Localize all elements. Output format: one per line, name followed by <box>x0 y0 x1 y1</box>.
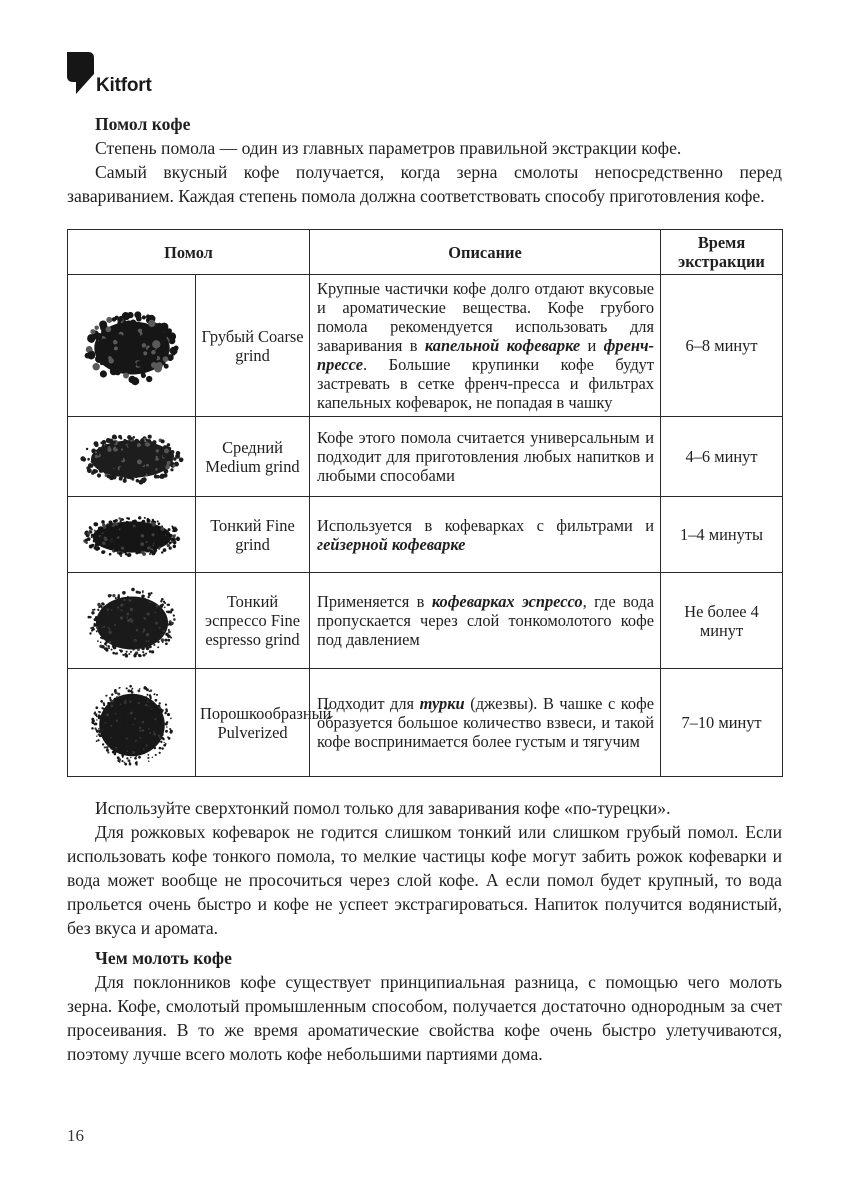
grind-image-cell <box>68 275 196 417</box>
extraction-time: 1–4 минуты <box>661 497 783 573</box>
grind-name: Средний Medium grind <box>196 417 310 497</box>
intro-paragraph-1: Степень помола — один из главных параметров правильной экстракции кофе. <box>95 138 682 158</box>
kitfort-logo <box>66 50 166 96</box>
highlighted-term: кофеварках эспрессо <box>431 592 583 611</box>
grind-description: Применяется в кофеварках эспрессо, где вода пропускается через слой тонкомолотого кофе под давлением <box>310 573 661 669</box>
notes-paragraph-2: Для рожковых кофеварок не годится слишком тонкий или слишком грубый помол. Если использовать кофе тонкого помола, то мелкие частицы кофе могут забить рожок кофеварки и вода может вообще не просочиться через слой кофе. А если помол будет крупный, то вода прольется очень быстро и кофе не успеет экстрагироваться. Напиток получится водянистый, без вкуса и аромата. <box>67 822 782 938</box>
grinder-section <box>67 946 782 1066</box>
grind-image-cell <box>68 417 196 497</box>
grind-table <box>67 229 783 777</box>
coffee-grounds-image <box>72 673 192 773</box>
coffee-grounds-image <box>72 281 192 411</box>
intro-paragraph-2: Самый вкусный кофе получается, когда зерна смолоты непосредственно перед завариванием. Каждая степень помола должна соответствовать способу приготовления кофе. <box>67 162 782 206</box>
grind-description: Подходит для турки (джезвы). В чашке с кофе образуется большое количество взвеси, и такой кофе воспринимается более густым и тягучим <box>310 669 661 777</box>
table-row <box>68 275 783 417</box>
extraction-time: 4–6 минут <box>661 417 783 497</box>
brand-name: Kitfort <box>96 75 152 96</box>
grinder-paragraph: Для поклонников кофе существует принципиальная разница, с помощью чего молоть зерна. Кофе, смолотый промышленным способом, получается достаточно однородным за счет просеивания. В то же время ароматические свойства кофе очень быстро улетучиваются, поэтому лучше всего молоть кофе небольшими партиями дома. <box>67 972 782 1064</box>
grind-description: Используется в кофеварках с фильтрами и гейзерной кофеварке <box>310 497 661 573</box>
coffee-grounds-image <box>72 501 192 569</box>
coffee-grounds-image <box>72 421 192 493</box>
notes-paragraph-1: Используйте сверхтонкий помол только для заваривания кофе «по-турецки». <box>95 798 671 818</box>
grind-image-cell <box>68 573 196 669</box>
grind-image-cell <box>68 669 196 777</box>
grind-name: Тонкий Fine grind <box>196 497 310 573</box>
kitfort-logo-mark <box>66 50 96 96</box>
extraction-time: 6–8 минут <box>661 275 783 417</box>
table-row <box>68 497 783 573</box>
section-title-grind: Помол кофе <box>95 114 191 134</box>
grind-name: Порошкообразный Pulverized <box>196 669 310 777</box>
section-title-how-to-grind: Чем молоть кофе <box>95 948 232 968</box>
grind-description: Крупные частички кофе долго отдают вкусовые и ароматические вещества. Кофе грубого помола рекомендуется использовать для заваривания в капельной кофеварке и френч-прессе. Большие крупинки кофе будут застревать в сетке френч-пресса и фильтрах капельных кофеварок, не попадая в чашку <box>310 275 661 417</box>
highlighted-term: гейзерной кофеварке <box>317 534 466 554</box>
notes-section <box>67 796 782 940</box>
highlighted-term: френч-прессе <box>317 336 655 374</box>
grind-description: Кофе этого помола считается универсальным и подходит для приготовления любых напитков и любыми способами <box>310 417 661 497</box>
coffee-grounds-image <box>72 577 192 665</box>
table-row <box>68 417 783 497</box>
table-row <box>68 669 783 777</box>
header-grind: Помол <box>68 230 310 275</box>
extraction-time: 7–10 минут <box>661 669 783 777</box>
table-header-row <box>68 230 783 275</box>
extraction-time: Не более 4 минут <box>661 573 783 669</box>
grind-image-cell <box>68 497 196 573</box>
grind-name: Грубый Coarse grind <box>196 275 310 417</box>
highlighted-term: капельной кофеварке <box>424 336 581 355</box>
grind-name: Тонкий эспрессо Fine espresso grind <box>196 573 310 669</box>
page-number: 16 <box>67 1126 84 1145</box>
highlighted-term: турки <box>419 694 465 713</box>
intro-section <box>67 112 782 208</box>
header-description: Описание <box>310 230 661 275</box>
table-row <box>68 573 783 669</box>
header-extraction-time: Время экстракции <box>661 230 783 275</box>
